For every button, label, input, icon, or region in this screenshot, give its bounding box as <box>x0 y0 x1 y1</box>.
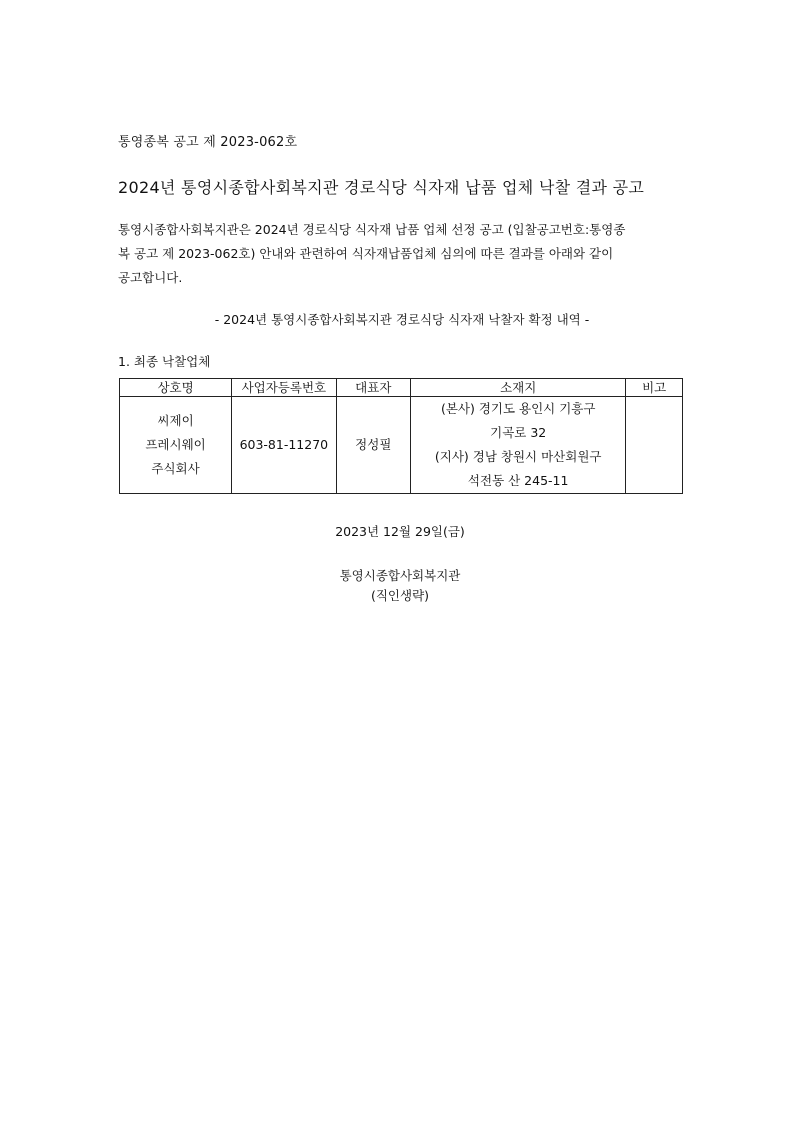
table-row <box>120 397 683 494</box>
header-company-name: 상호명 <box>120 379 232 397</box>
header-registration-number: 사업자등록번호 <box>232 379 336 397</box>
intro-line: 복 공고 제 2023-062호) 안내와 관련하여 식자재납품업체 심의에 따른 결과를 아래와 같이 <box>118 246 614 261</box>
address-line: (본사) 경기도 용인시 기흥구 <box>440 401 596 416</box>
header-representative: 대표자 <box>336 379 410 397</box>
section-label: 1. 최종 낙찰업체 <box>118 354 211 369</box>
organization-name: 통영시종합사회복지관 <box>339 568 461 583</box>
intro-line: 공고합니다. <box>118 270 183 285</box>
company-name-line: 씨제이 <box>157 413 194 428</box>
header-note: 비고 <box>626 379 683 397</box>
intro-line: 통영시종합사회복지관은 2024년 경로식당 식자재 납품 업체 선정 공고 (입찰공고번호:통영종 <box>118 222 626 237</box>
section-heading: - 2024년 통영시종합사회복지관 경로식당 식자재 낙찰자 확정 내역 - <box>214 312 590 327</box>
winning-bidder-table <box>119 378 683 494</box>
cell-registration-number: 603-81-11270 <box>232 397 336 494</box>
address-line: (지사) 경남 창원시 마산회원구 <box>434 449 602 464</box>
document-title: 2024년 통영시종합사회복지관 경로식당 식자재 납품 업체 낙찰 결과 공고 <box>118 178 645 197</box>
announcement-date: 2023년 12월 29일(금) <box>335 524 465 539</box>
cell-address <box>411 397 626 494</box>
intro-paragraph <box>118 218 686 290</box>
cell-note <box>626 397 683 494</box>
notice-number: 통영종복 공고 제 2023-062호 <box>118 135 298 150</box>
header-address: 소재지 <box>411 379 626 397</box>
address-line: 석전동 산 245-11 <box>467 473 569 488</box>
cell-representative: 정성필 <box>336 397 410 494</box>
company-name-line: 프레시웨이 <box>145 437 206 452</box>
table-header-row <box>120 379 683 397</box>
seal-omitted-note: (직인생략) <box>370 588 430 603</box>
address-line: 기곡로 32 <box>490 425 547 440</box>
company-name-line: 주식회사 <box>151 461 200 476</box>
cell-company-name <box>120 397 232 494</box>
